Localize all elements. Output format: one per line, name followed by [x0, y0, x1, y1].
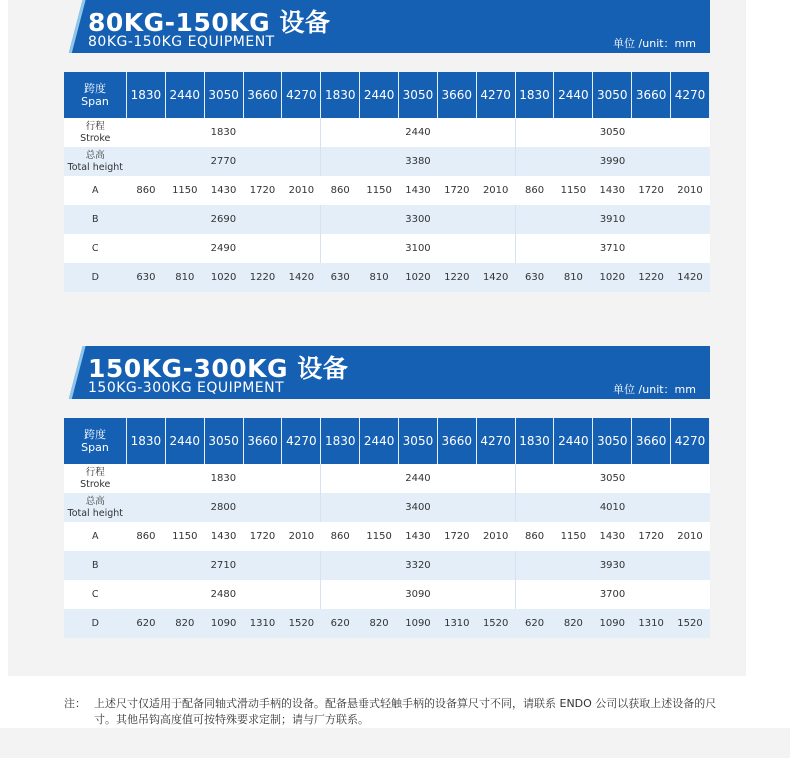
dim-a-row — [64, 176, 710, 205]
label-cn: 行程 — [85, 466, 105, 478]
label-cn: 跨度 — [84, 428, 106, 441]
span-value: 2440 — [165, 418, 204, 464]
table-cell: 3700 — [515, 580, 709, 609]
section-subtitle: 80KG-150KG EQUIPMENT — [88, 34, 275, 50]
unit-label: 单位 /unit：mm — [613, 383, 696, 396]
table-cell: 1520 — [671, 609, 710, 638]
table-cell: 3090 — [321, 580, 515, 609]
table-cell: 2490 — [127, 234, 321, 263]
table-cell: 1430 — [204, 522, 243, 551]
table-cell: 1020 — [399, 263, 438, 292]
table-cell: 2770 — [127, 147, 321, 176]
footnote-prefix: 注： — [64, 697, 86, 710]
table-cell: 1150 — [360, 176, 399, 205]
table-cell: 620 — [321, 609, 360, 638]
table-cell: 1420 — [282, 263, 321, 292]
span-value: 1830 — [127, 72, 166, 118]
row-label — [64, 464, 127, 493]
table-cell: 2440 — [321, 118, 515, 147]
span-value: 4270 — [282, 418, 321, 464]
span-value: 3050 — [593, 418, 632, 464]
span-value: 2440 — [554, 418, 593, 464]
stroke-row — [64, 118, 710, 147]
height-row — [64, 147, 710, 176]
section-subtitle: 150KG-300KG EQUIPMENT — [88, 380, 285, 396]
header-row — [64, 72, 710, 118]
table-cell: 860 — [127, 522, 166, 551]
span-value: 3050 — [204, 72, 243, 118]
table-cell: 3930 — [515, 551, 709, 580]
table-cell: 1430 — [593, 522, 632, 551]
dim-d-row — [64, 609, 710, 638]
span-value: 3050 — [399, 418, 438, 464]
table-cell: 1720 — [437, 176, 476, 205]
stroke-row — [64, 464, 710, 493]
row-label: A — [64, 522, 127, 551]
row-label: B — [64, 205, 127, 234]
table-cell: 1720 — [632, 522, 671, 551]
table-cell: 1430 — [399, 522, 438, 551]
table-cell: 2010 — [282, 522, 321, 551]
table-cell: 1090 — [204, 609, 243, 638]
label-en: Total height — [67, 161, 123, 173]
table-cell: 620 — [127, 609, 166, 638]
label-en: Stroke — [80, 132, 111, 144]
spec-table — [64, 72, 710, 292]
table-cell: 1150 — [554, 522, 593, 551]
table-cell: 1720 — [632, 176, 671, 205]
table-cell: 1720 — [243, 522, 282, 551]
spec-section-80-150 — [64, 0, 710, 292]
row-label — [64, 147, 127, 176]
table-cell: 1150 — [554, 176, 593, 205]
row-label — [64, 493, 127, 522]
table-cell: 1830 — [127, 464, 321, 493]
table-cell: 2480 — [127, 580, 321, 609]
span-value: 4270 — [476, 72, 515, 118]
section-banner — [64, 0, 710, 53]
table-cell: 4010 — [515, 493, 709, 522]
table-cell: 1220 — [632, 263, 671, 292]
table-cell: 820 — [165, 609, 204, 638]
section-title: 150KG-300KG 设备 — [88, 354, 349, 383]
table-cell: 3320 — [321, 551, 515, 580]
span-value: 1830 — [127, 418, 166, 464]
span-header — [64, 72, 127, 118]
row-label: B — [64, 551, 127, 580]
label-en: Span — [81, 441, 109, 454]
label-cn: 总高 — [85, 495, 105, 507]
row-label: D — [64, 263, 127, 292]
table-cell: 820 — [554, 609, 593, 638]
table-cell: 860 — [515, 176, 554, 205]
table-cell: 3990 — [515, 147, 709, 176]
spec-table — [64, 418, 710, 638]
table-cell: 1150 — [360, 522, 399, 551]
table-cell: 2440 — [321, 464, 515, 493]
table-cell: 860 — [321, 176, 360, 205]
table-cell: 1830 — [127, 118, 321, 147]
unit-label: 单位 /unit：mm — [613, 37, 696, 50]
table-cell: 1150 — [165, 522, 204, 551]
table-cell: 2010 — [476, 522, 515, 551]
table-cell: 2010 — [671, 522, 710, 551]
row-label — [64, 118, 127, 147]
table-cell: 1020 — [204, 263, 243, 292]
table-cell: 1520 — [476, 609, 515, 638]
table-cell: 1420 — [671, 263, 710, 292]
dim-b-row — [64, 205, 710, 234]
span-value: 3660 — [632, 72, 671, 118]
table-cell: 1430 — [593, 176, 632, 205]
table-cell: 3300 — [321, 205, 515, 234]
table-cell: 810 — [165, 263, 204, 292]
height-row — [64, 493, 710, 522]
row-label: A — [64, 176, 127, 205]
span-value: 2440 — [165, 72, 204, 118]
table-cell: 3100 — [321, 234, 515, 263]
table-cell: 3910 — [515, 205, 709, 234]
table-cell: 860 — [321, 522, 360, 551]
table-cell: 2010 — [282, 176, 321, 205]
dim-c-row — [64, 580, 710, 609]
table-cell: 1090 — [399, 609, 438, 638]
span-value: 2440 — [360, 418, 399, 464]
dim-c-row — [64, 234, 710, 263]
table-cell: 860 — [515, 522, 554, 551]
row-label: C — [64, 580, 127, 609]
table-cell: 2010 — [671, 176, 710, 205]
row-label: C — [64, 234, 127, 263]
span-value: 4270 — [671, 72, 710, 118]
table-cell: 1310 — [437, 609, 476, 638]
span-value: 1830 — [515, 418, 554, 464]
table-cell: 810 — [554, 263, 593, 292]
label-en: Total height — [67, 507, 123, 519]
table-cell: 2710 — [127, 551, 321, 580]
spec-section-150-300 — [64, 346, 710, 638]
footnote-text: 上述尺寸仅适用于配备同轴式滑动手柄的设备。配备悬垂式轻触手柄的设备算尺寸不同，请联系 ENDO 公司以获取上述设备的尺寸。其他吊钩高度值可按特殊要求定制；请与厂方联系。 — [94, 697, 717, 726]
table-cell: 3050 — [515, 118, 709, 147]
table-cell: 620 — [515, 609, 554, 638]
table-cell: 2800 — [127, 493, 321, 522]
label-cn: 行程 — [85, 120, 105, 132]
table-cell: 3380 — [321, 147, 515, 176]
span-value: 1830 — [515, 72, 554, 118]
dim-a-row — [64, 522, 710, 551]
table-cell: 1090 — [593, 609, 632, 638]
header-row — [64, 418, 710, 464]
table-cell: 1220 — [437, 263, 476, 292]
table-cell: 1220 — [243, 263, 282, 292]
span-value: 3660 — [243, 72, 282, 118]
table-cell: 630 — [515, 263, 554, 292]
span-value: 3660 — [243, 418, 282, 464]
table-cell: 1310 — [632, 609, 671, 638]
footer-band — [0, 728, 790, 758]
span-value: 3050 — [204, 418, 243, 464]
table-cell: 1430 — [399, 176, 438, 205]
table-cell: 1020 — [593, 263, 632, 292]
label-en: Span — [81, 95, 109, 108]
table-cell: 820 — [360, 609, 399, 638]
table-cell: 1430 — [204, 176, 243, 205]
table-cell: 630 — [127, 263, 166, 292]
table-cell: 1720 — [243, 176, 282, 205]
span-value: 3660 — [632, 418, 671, 464]
table-cell: 860 — [127, 176, 166, 205]
span-value: 4270 — [476, 418, 515, 464]
table-cell: 1310 — [243, 609, 282, 638]
table-cell: 630 — [321, 263, 360, 292]
dim-d-row — [64, 263, 710, 292]
table-cell: 810 — [360, 263, 399, 292]
table-cell: 1720 — [437, 522, 476, 551]
span-value: 3660 — [437, 418, 476, 464]
span-value: 3050 — [593, 72, 632, 118]
span-value: 4270 — [282, 72, 321, 118]
section-banner — [64, 346, 710, 399]
table-cell: 3710 — [515, 234, 709, 263]
span-value: 1830 — [321, 418, 360, 464]
label-cn: 总高 — [85, 149, 105, 161]
span-value: 2440 — [360, 72, 399, 118]
span-value: 3050 — [399, 72, 438, 118]
table-cell: 3400 — [321, 493, 515, 522]
table-cell: 1420 — [476, 263, 515, 292]
table-cell: 2010 — [476, 176, 515, 205]
span-value: 2440 — [554, 72, 593, 118]
label-en: Stroke — [80, 478, 111, 490]
span-header — [64, 418, 127, 464]
table-cell: 3050 — [515, 464, 709, 493]
span-value: 3660 — [437, 72, 476, 118]
dim-b-row — [64, 551, 710, 580]
table-cell: 1520 — [282, 609, 321, 638]
table-cell: 2690 — [127, 205, 321, 234]
span-value: 1830 — [321, 72, 360, 118]
section-title: 80KG-150KG 设备 — [88, 8, 331, 37]
span-value: 4270 — [671, 418, 710, 464]
label-cn: 跨度 — [84, 82, 106, 95]
table-cell: 1150 — [165, 176, 204, 205]
row-label: D — [64, 609, 127, 638]
